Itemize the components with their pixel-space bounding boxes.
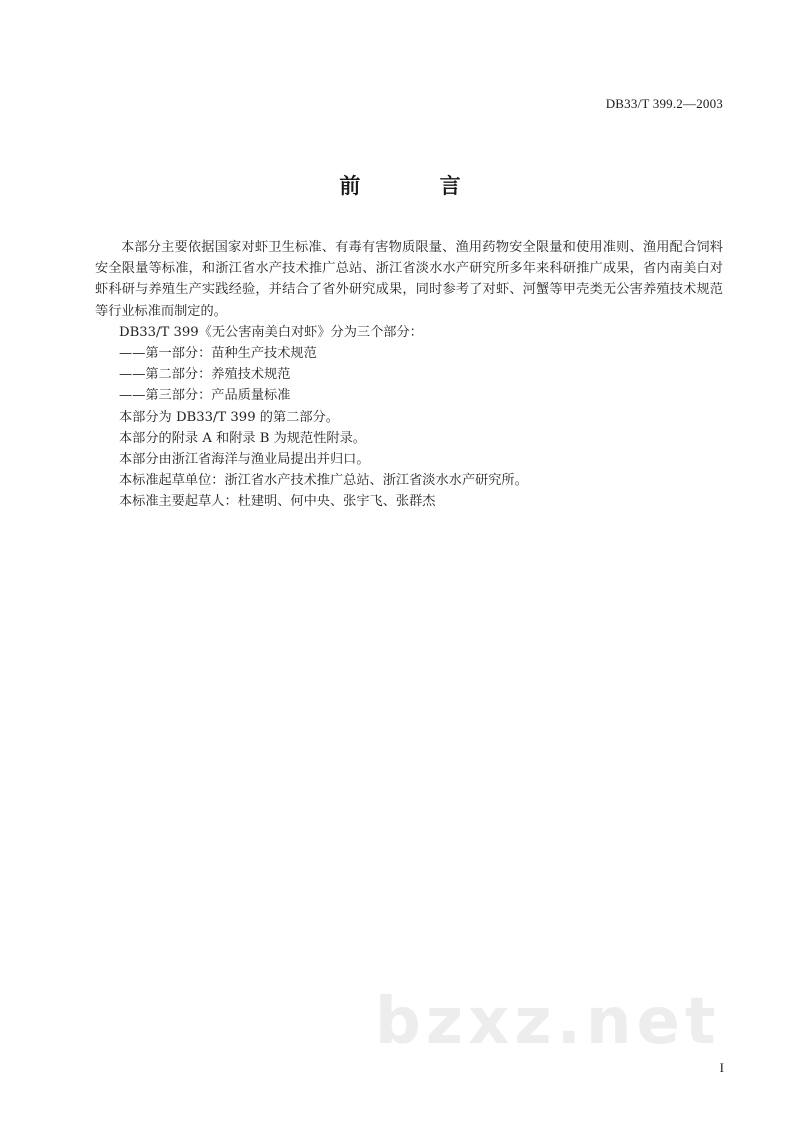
part-item-2: ——第二部分：养殖技术规范: [119, 367, 291, 383]
drafters: 本标准主要起草人：杜建明、何中央、张宇飞、张群杰: [119, 494, 436, 510]
appendix-statement: 本部分的附录 A 和附录 B 为规范性附录。: [119, 430, 366, 446]
page-title: 前 言: [339, 174, 497, 198]
parts-heading: DB33/T 399《无公害南美白对虾》分为三个部分：: [119, 324, 423, 340]
drafting-units: 本标准起草单位：浙江省水产技术推广总站、浙江省淡水水产研究所。: [119, 473, 528, 489]
foreword-body: [95, 237, 723, 513]
standard-code: DB33/T 399.2—2003: [605, 96, 723, 111]
part-item-1: ——第一部分：苗种生产技术规范: [119, 346, 317, 362]
intro-paragraph: 本部分主要依据国家对虾卫生标准、有毒有害物质限量、渔用药物安全限量和使用准则、渔用配合饲料安全限量等标准，和浙江省水产技术推广总站、浙江省淡水水产研究所多年来科研推广成果，省内南美白对虾科研与养殖生产实践经验，并结合了省外研究成果，同时参考了对虾、河蟹等甲壳类无公害养殖技术规范等行业标准而制定的。: [95, 240, 723, 319]
page-number: I: [719, 1060, 724, 1075]
watermark: bzxz.net: [375, 985, 721, 1059]
part-item-3: ——第三部分：产品质量标准: [119, 388, 291, 404]
this-part-statement: 本部分为 DB33/T 399 的第二部分。: [119, 409, 339, 425]
proposer-statement: 本部分由浙江省海洋与渔业局提出并归口。: [119, 452, 370, 468]
